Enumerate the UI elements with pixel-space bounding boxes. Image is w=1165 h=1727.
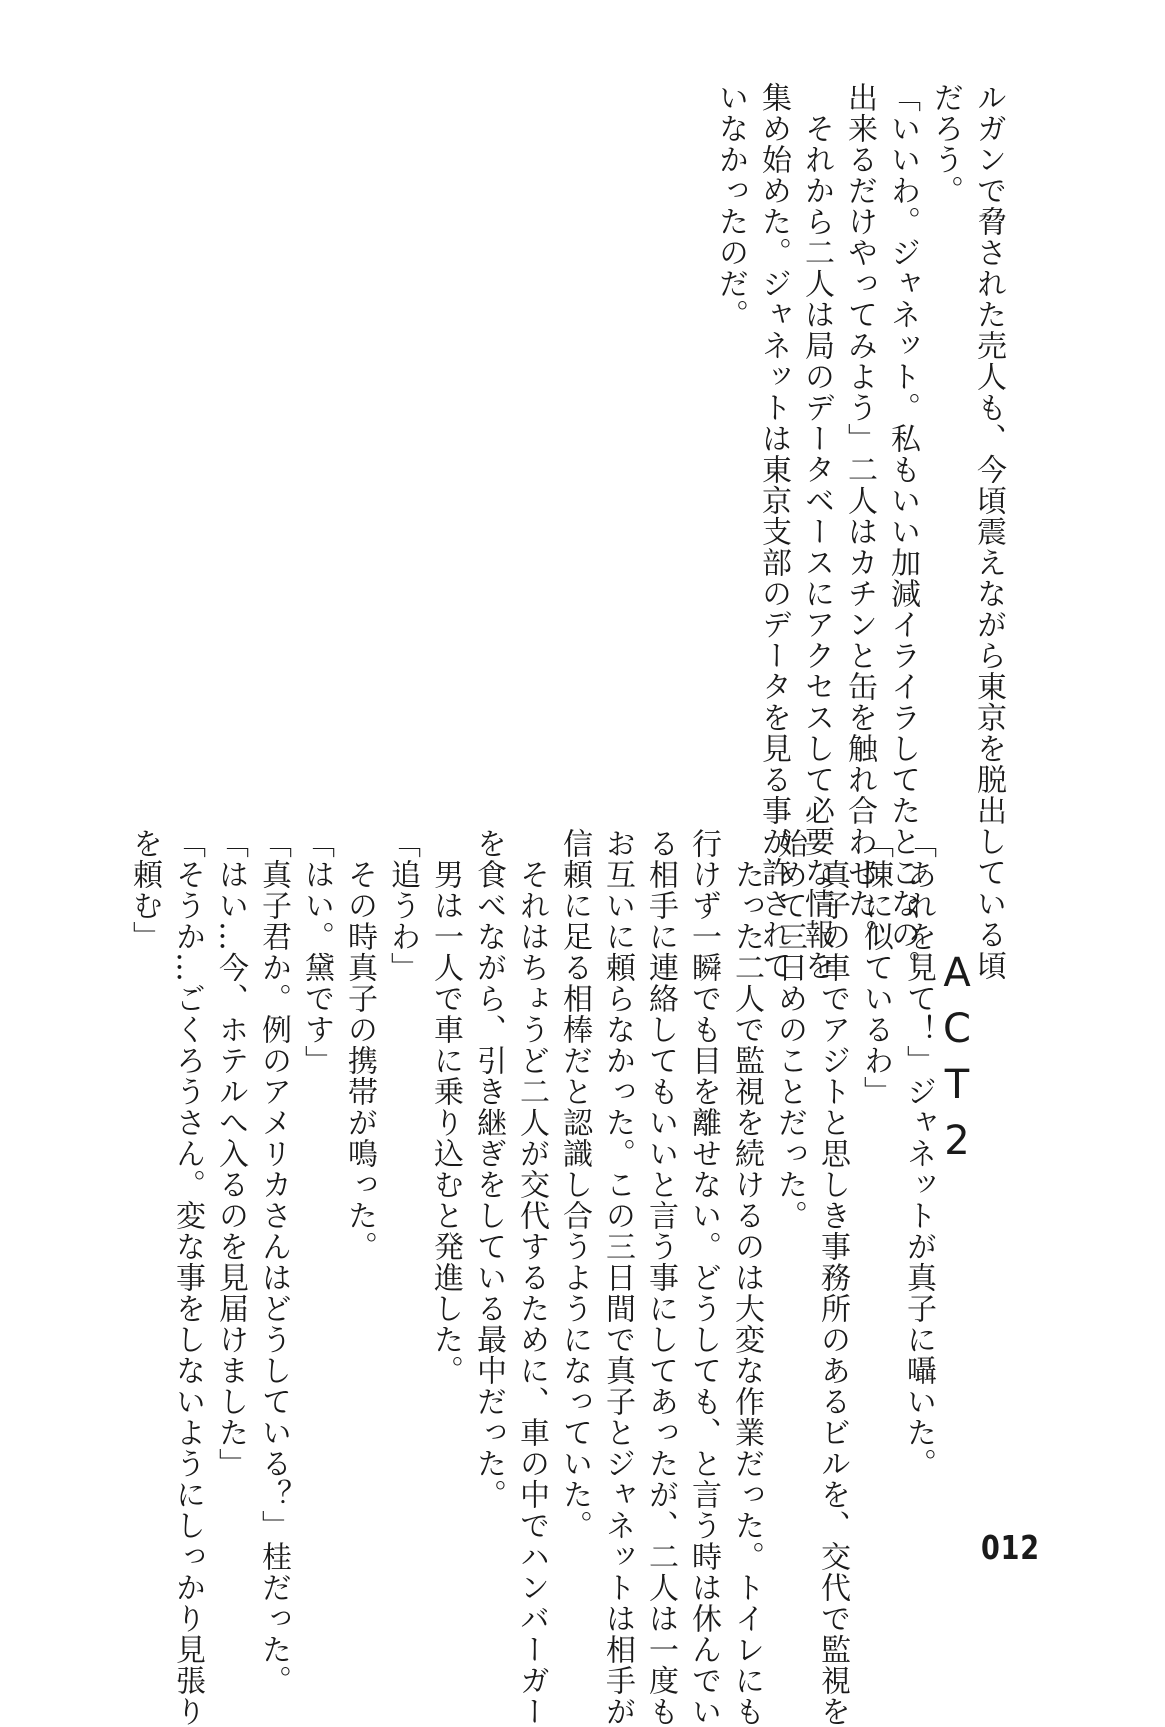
text-line: 「いいわ。ジャネット。私もいい加減イライラしてたとこなの。 (885, 82, 920, 981)
chapter-heading: ACT2 (934, 950, 980, 1174)
text-line: を食べながら、引き継ぎをしている最中だった。 (471, 828, 506, 1510)
text-line: 男は一人で車に乗り込むと発進した。 (428, 828, 463, 1386)
text-line: 「追うわ」 (385, 828, 420, 983)
text-line: 「あれを見て！」ジャネットが真子に囁いた。 (901, 828, 936, 1479)
text-line: る相手に連絡してもいいと言う事にしてあったが、二人は一度も (643, 828, 678, 1727)
text-line: 「はい。黛です」 (299, 828, 334, 1076)
text-line: だろう。 (928, 82, 963, 206)
text-line: 出来るだけやってみよう」二人はカチンと缶を触れ合わせた。 (842, 82, 877, 950)
text-line: を頼む」 (127, 828, 162, 952)
text-line: ルガンで脅された売人も、今頃震えながら東京を脱出している頃 (971, 82, 1006, 981)
text-line: それから二人は局のデータベースにアクセスして必要な情報を (799, 82, 834, 981)
text-line: 始めて三日めのことだった。 (772, 828, 807, 1231)
text-line: それはちょうど二人が交代するために、車の中でハンバーガー (514, 828, 549, 1727)
text-line: 「真子君か。例のアメリカさんはどうしている？」桂だった。 (256, 828, 291, 1696)
text-line: 真子の車でアジトと思しき事務所のあるビルを、交代で監視を (815, 828, 850, 1727)
page-number: 012 (981, 1528, 1040, 1567)
text-line: 行けず一瞬でも目を離せない。どうしても、と言う時は休んでい (686, 828, 721, 1727)
body-text-lower (123, 828, 940, 1727)
text-line: 「そうか…ごくろうさん。変な事をしないようにしっかり見張り (170, 828, 205, 1727)
text-line: 信頼に足る相棒だと認識し合うようになっていた。 (557, 828, 592, 1541)
text-line: 「はい…今、ホテルへ入るのを見届けました」 (213, 828, 248, 1479)
text-line: いなかったのだ。 (713, 82, 748, 330)
text-line: 「陳に似ているわ」 (858, 828, 893, 1107)
text-line: その時真子の携帯が鳴った。 (342, 828, 377, 1262)
text-line: たった二人で監視を続けるのは大変な作業だった。トイレにも (729, 828, 764, 1727)
text-line: 集め始めた。ジャネットは東京支部のデータを見る事が許されて (756, 82, 791, 981)
text-line: お互いに頼らなかった。この三日間で真子とジャネットは相手が (600, 828, 635, 1727)
